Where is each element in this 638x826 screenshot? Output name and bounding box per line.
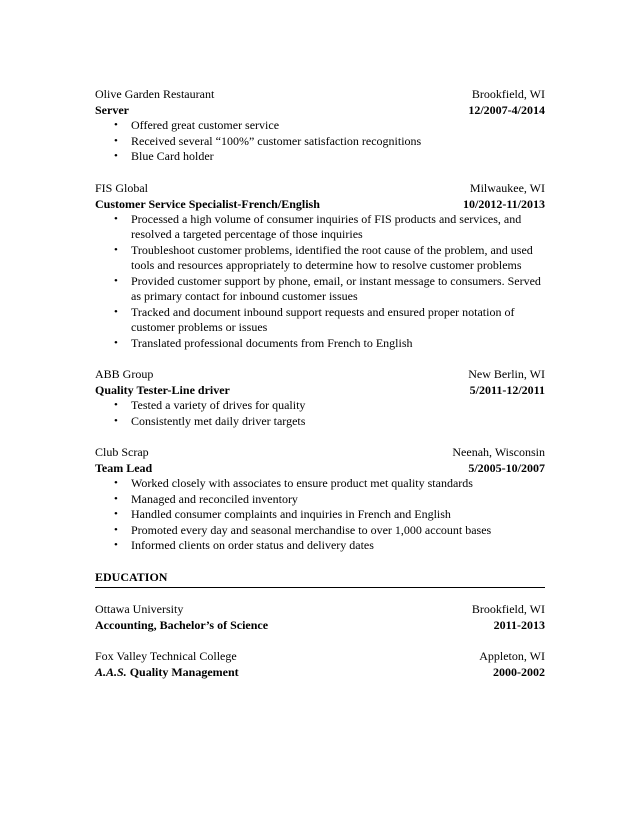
bullet-item — [95, 507, 545, 523]
bullet-text: Offered great customer service — [131, 118, 280, 132]
bullet-icon: • — [114, 508, 118, 520]
bullet-icon: • — [114, 399, 118, 411]
job-location: Neenah, Wisconsin — [452, 445, 545, 459]
bullet-icon: • — [114, 150, 118, 162]
job-title-row — [95, 382, 545, 398]
job-entry — [95, 86, 545, 165]
bullet-item — [95, 492, 545, 508]
bullet-text: Promoted every day and seasonal merchandise to over 1,000 account bases — [131, 522, 492, 537]
job-bullets — [95, 476, 545, 554]
school-row — [95, 601, 545, 617]
degree-dates: 2011-2013 — [493, 617, 545, 632]
bullet-item — [95, 274, 545, 305]
job-header — [95, 180, 545, 196]
job-title: Quality Tester-Line driver — [95, 383, 230, 397]
bullet-icon: • — [114, 274, 118, 287]
bullet-text: Processed a high volume of consumer inquiries of FIS products and services, and resolved a targeted percentage of those inquiries — [131, 211, 522, 241]
job-location: New Berlin, WI — [468, 367, 545, 381]
bullet-icon: • — [114, 305, 118, 318]
bullet-item — [95, 149, 545, 165]
degree-row — [95, 617, 545, 633]
job-entry — [95, 180, 545, 352]
job-title: Server — [95, 103, 129, 117]
bullet-text: Managed and reconciled inventory — [131, 491, 298, 506]
education-heading: EDUCATION — [95, 569, 545, 588]
company-name: Olive Garden Restaurant — [95, 87, 215, 101]
job-entry — [95, 366, 545, 429]
bullet-item — [95, 336, 545, 352]
bullet-icon: • — [114, 414, 118, 427]
resume-content — [95, 86, 545, 695]
bullet-icon: • — [114, 336, 118, 349]
bullet-icon: • — [114, 477, 118, 489]
bullet-text: Provided customer support by phone, email, or instant message to consumers. Served as primary contact for inbound customer issues — [131, 273, 541, 303]
company-name: ABB Group — [95, 367, 154, 381]
bullet-text: Received several “100%” customer satisfaction recognitions — [131, 133, 422, 148]
degree — [95, 664, 239, 680]
school-location: Brookfield, WI — [471, 601, 545, 616]
bullet-text: Tested a variety of drives for quality — [131, 398, 306, 412]
bullet-text: Blue Card holder — [131, 149, 214, 163]
job-title: Team Lead — [95, 461, 153, 475]
bullet-item — [95, 414, 545, 430]
degree — [95, 617, 268, 633]
job-bullets — [95, 118, 545, 165]
bullet-item — [95, 523, 545, 539]
bullet-text: Informed clients on order status and delivery dates — [131, 538, 374, 552]
school-row — [95, 648, 545, 664]
bullet-icon: • — [114, 243, 118, 256]
bullet-icon: • — [114, 523, 118, 536]
degree-dates: 2000-2002 — [493, 664, 545, 679]
company-name: FIS Global — [95, 180, 149, 195]
bullet-item — [95, 134, 545, 150]
job-bullets — [95, 398, 545, 429]
job-title-row — [95, 196, 545, 212]
job-dates: 10/2012-11/2013 — [462, 196, 545, 211]
bullet-icon: • — [114, 134, 118, 147]
education-entry — [95, 601, 545, 633]
bullet-icon: • — [114, 212, 118, 225]
bullet-text: Troubleshoot customer problems, identified the root cause of the problem, and used tools and resources appropriately to determine how to resolve customer problems — [131, 242, 533, 272]
job-title-row — [95, 102, 545, 118]
bullet-icon: • — [114, 492, 118, 505]
degree-row — [95, 664, 545, 680]
degree-prefix: A.A.S. — [95, 664, 127, 679]
job-location: Milwaukee, WI — [469, 180, 545, 195]
bullet-item — [95, 212, 545, 243]
bullet-item — [95, 118, 545, 134]
bullet-item — [95, 243, 545, 274]
bullet-item — [95, 398, 545, 414]
bullet-item — [95, 305, 545, 336]
job-header — [95, 366, 545, 382]
bullet-text: Translated professional documents from French to English — [131, 335, 413, 350]
job-dates: 5/2005-10/2007 — [468, 461, 545, 475]
education-entry — [95, 648, 545, 680]
bullet-icon: • — [114, 119, 118, 131]
school-name: Fox Valley Technical College — [95, 648, 237, 663]
company-name: Club Scrap — [95, 445, 149, 459]
bullet-item — [95, 538, 545, 554]
bullet-text: Handled consumer complaints and inquiries in French and English — [131, 507, 451, 521]
job-location: Brookfield, WI — [471, 87, 545, 101]
bullet-item — [95, 476, 545, 492]
degree-name: Accounting, Bachelor’s of Science — [95, 617, 269, 632]
job-header — [95, 444, 545, 460]
degree-name: Quality Management — [126, 664, 239, 679]
job-bullets — [95, 212, 545, 352]
job-dates: 5/2011-12/2011 — [469, 383, 545, 397]
job-title-row — [95, 460, 545, 476]
job-header — [95, 86, 545, 102]
bullet-icon: • — [114, 539, 118, 551]
bullet-text: Worked closely with associates to ensure product met quality standards — [131, 476, 473, 490]
bullet-text: Tracked and document inbound support requests and ensured proper notation of customer problems or issues — [131, 304, 515, 334]
school-location: Appleton, WI — [479, 648, 545, 663]
school-name: Ottawa University — [95, 601, 184, 616]
bullet-text: Consistently met daily driver targets — [131, 413, 306, 428]
job-entry — [95, 444, 545, 554]
job-dates: 12/2007-4/2014 — [468, 103, 545, 117]
job-title: Customer Service Specialist-French/English — [95, 196, 320, 211]
